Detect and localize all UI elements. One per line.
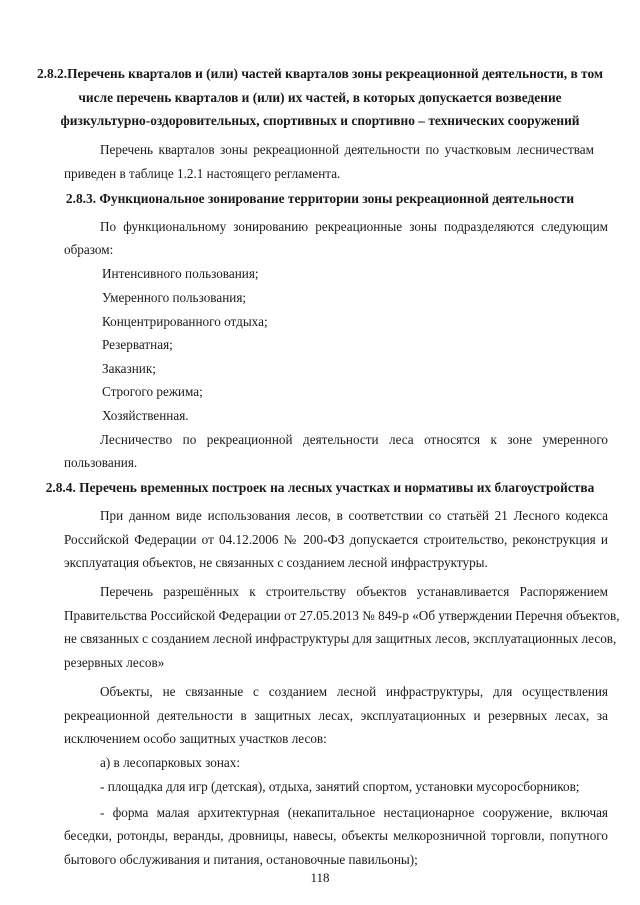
paragraph-line: Перечень кварталов зоны рекреационной деятельности по участковым лесничествам — [100, 142, 594, 157]
paragraph-line: исключением особо защитных участков лесов: — [64, 731, 327, 746]
section-heading-2-8-2-line-1: 2.8.2.Перечень кварталов и (или) частей кварталов зоны рекреационной деятельности, в том — [36, 66, 604, 81]
paragraph-line: образом: — [64, 242, 114, 257]
paragraph-line: Российской Федерации от 04.12.2006 № 200-ФЗ допускается строительство, реконструкция и — [64, 532, 608, 547]
paragraph-line: Перечень разрешённых к строительству объектов устанавливается Распоряжением — [100, 584, 608, 599]
section-heading-2-8-2-line-2: числе перечень кварталов и (или) их частей, в которых допускается возведение — [78, 90, 562, 105]
section-heading-2-8-4: 2.8.4. Перечень временных построек на лесных участках и нормативы их благоустройства — [45, 480, 595, 495]
paragraph-line: не связанных с созданием лесной инфраструктуры для защитных лесов, эксплуатационных лесов, — [64, 631, 617, 646]
paragraph-line: резервных лесов» — [64, 655, 165, 670]
paragraph-line: Лесничество по рекреационной деятельности леса относятся к зоне умеренного — [100, 432, 608, 447]
page-number: 118 — [310, 870, 330, 885]
list-item: Интенсивного пользования; — [102, 266, 259, 281]
list-item: Хозяйственная. — [102, 408, 189, 423]
list-item: Заказник; — [102, 361, 156, 376]
paragraph-line: пользования. — [64, 455, 138, 470]
list-item: Резерватная; — [102, 337, 173, 352]
paragraph-line: рекреационной деятельности в защитных лесах, эксплуатационных и резервных лесах, за — [64, 708, 608, 723]
section-heading-2-8-2-line-3: физкультурно-оздоровительных, спортивных и спортивно – технических сооружений — [60, 113, 580, 128]
section-heading-2-8-3: 2.8.3. Функциональное зонирование территории зоны рекреационной деятельности — [65, 191, 575, 206]
list-item: Концентрированного отдыха; — [102, 314, 268, 329]
paragraph-line: беседки, ротонды, веранды, дровницы, навесы, объекты мелкорозничной торговли, попутного — [64, 828, 608, 843]
list-item: Строгого режима; — [102, 384, 203, 399]
paragraph-line: По функциональному зонированию рекреационные зоны подразделяются следующим — [100, 219, 608, 234]
paragraph-line: При данном виде использования лесов, в соответствии со статьёй 21 Лесного кодекса — [100, 508, 608, 523]
paragraph-line: эксплуатация объектов, не связанных с созданием лесной инфраструктуры. — [64, 555, 488, 570]
list-item: а) в лесопарковых зонах: — [100, 755, 240, 770]
list-item: - площадка для игр (детская), отдыха, занятий спортом, установки мусоросборников; — [100, 779, 580, 794]
paragraph-line: Правительства Российской Федерации от 27.05.2013 № 849-р «Об утверждении Перечня объектов, — [64, 608, 620, 623]
paragraph-line: приведен в таблице 1.2.1 настоящего регламента. — [64, 166, 341, 181]
paragraph-line: - форма малая архитектурная (некапитальное нестационарное сооружение, включая — [100, 805, 608, 820]
paragraph-line: бытового обслуживания и питания, остановочные павильоны); — [64, 852, 418, 867]
paragraph-line: Объекты, не связанные с созданием лесной инфраструктуры, для осуществления — [100, 684, 608, 699]
list-item: Умеренного пользования; — [102, 290, 247, 305]
